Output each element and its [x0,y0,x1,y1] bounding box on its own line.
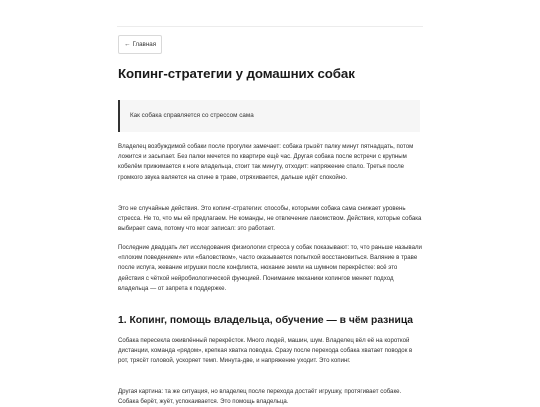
arrow-left-icon: ← [124,41,131,48]
section-heading-1: 1. Копинг, помощь владельца, обучение — в чём разница [118,315,414,326]
header-divider [117,26,423,27]
back-home-label: Главная [132,41,157,48]
paragraph-2: Это не случайные действия. Это копинг-стратегии: способы, которыми собака сама снижает уровень стресса. Не то, что мы ей предлагаем. Не команды, не отвлечение лакомством. Действия, которые собака выбирает сама, потому что мозг записал: это работает. [118,205,422,233]
paragraph-5: Другая картина: та же ситуация, но владелец после перехода достаёт игрушку, протягивает собаке. Собака берёт, жуёт, успокаивается. Это помощь владельца. [118,388,402,406]
paragraph-4: Собака пересекла оживлённый перекрёсток. Много людей, машин, шум. Владелец вёл её на короткой дистанции, команда «рядом», крепкая хватка поводка. Сразу после перехода собака хватает поводок в рот, трясёт головой, ускоряет темп. Минута-две, и напряжение уходит. Это копинг. [118,337,413,365]
back-home-button[interactable] [118,35,162,54]
paragraph-1: Владелец возбуждимой собаки после прогулки замечает: собака грызёт палку минут пятнадцать, потом ложится и засыпает. Без палки мечется по квартире ещё час. Другая собака после встречи с крупным кобелём прижимается к ноге владельца, стоит так минуту, отходит: напряжение спало. Третья после громкого звука валяется на спине в траве, отряхивается, дальше идёт спокойно. [118,143,414,181]
lead-callout: Как собака справляется со стрессом сама [118,100,420,132]
page-title: Копинг-стратегии у домашних собак [118,66,355,81]
paragraph-3: Последние двадцать лет исследования физиологии стресса у собак показывают: то, что раньше называли «плохим поведением» или «баловством», часто оказывается попыткой восстановиться. Валяние в траве после испуга, жевание игрушки после конфликта, нюхание земли на шумном перекрёстке: всё это действия с чёткой нейробиологической функцией. Понимание механики копингов меняет подход владельца — от запрета к поддержке. [118,244,422,292]
